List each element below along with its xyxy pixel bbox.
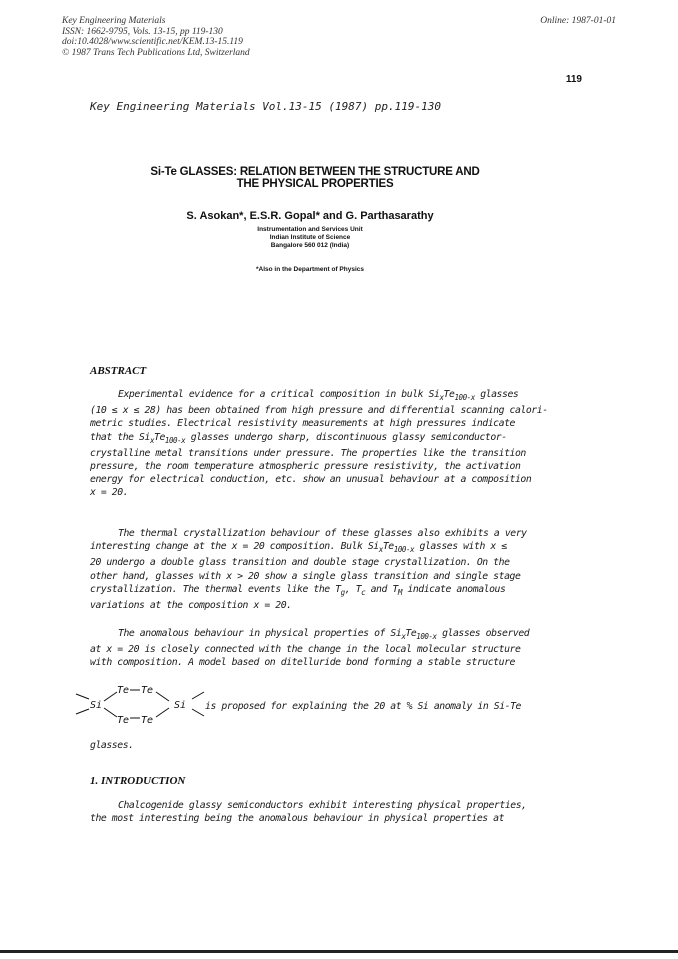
text-line: other hand, glasses with x > 20 show a single glass transition and single stage — [90, 570, 521, 582]
si-te-bond-bottom-left — [104, 708, 117, 717]
affiliation-city: Bangalore 560 012 (India) — [270, 242, 350, 249]
text-line: Chalcogenide glassy semiconductors exhibit interesting physical properties, — [118, 800, 527, 811]
meta-journal: Key Engineering Materials — [62, 16, 166, 26]
abstract-paragraph-1 — [90, 388, 570, 500]
structure-te-top-right: Te — [141, 685, 154, 696]
meta-online-date: Online: 1987-01-01 — [540, 16, 616, 26]
structure-te-bottom-left: Te — [117, 715, 130, 726]
abstract-paragraph-2 — [90, 527, 570, 612]
structure-si-left: Si — [90, 700, 103, 711]
text-line: The anomalous behaviour in physical properties of $Si_xTe_{100-x}$ glasses observed — [118, 628, 530, 641]
left-bond-top — [76, 694, 89, 699]
text-line: at x = 20 is closely connected with the change in the local molecular structure — [90, 644, 521, 656]
affiliation-institute: Indian Institute of Science — [269, 234, 351, 241]
text-line: energy for electrical conduction, etc. show an unusual behaviour at a composition — [90, 474, 532, 486]
abstract-paragraph-3 — [90, 627, 570, 670]
text-line: variations at the composition x = 20. — [90, 600, 292, 612]
introduction-paragraph — [90, 799, 570, 825]
text-line: metric studies. Electrical resistivity measurements at high pressures indicate — [90, 418, 515, 430]
te-si-bond-top-right — [156, 692, 169, 701]
structure-si-right: Si — [174, 700, 187, 711]
text-line: (10 ≤ x ≤ 28) has been obtained from high pressure and differential scanning calori- — [90, 405, 548, 417]
title-line-1: Si-Te GLASSES: RELATION BETWEEN THE STRUCTURE AND — [150, 166, 480, 178]
text-line: with composition. A model based on ditelluride bond forming a stable structure — [90, 657, 515, 669]
abstract-heading: ABSTRACT — [90, 365, 147, 377]
page-number: 119 — [565, 74, 582, 85]
text-line: pressure, the room temperature atmospheric pressure resistivity, the activation — [90, 461, 521, 473]
introduction-heading: 1. INTRODUCTION — [90, 775, 186, 787]
meta-doi: doi:10.4028/www.scientific.net/KEM.13-15.119 — [62, 37, 243, 47]
affiliation-unit: Instrumentation and Services Unit — [257, 226, 363, 233]
ditelluride-structure-diagram — [72, 684, 212, 728]
publication-metadata — [62, 16, 250, 58]
left-bond-bottom — [76, 709, 89, 714]
title-line-2: THE PHYSICAL PROPERTIES — [236, 178, 394, 190]
text-line: The thermal crystallization behaviour of these glasses also exhibits a very — [118, 528, 527, 539]
journal-line: Key Engineering Materials Vol.13-15 (1987) pp.119-130 — [90, 100, 441, 113]
text-line: that the $Si_xTe_{100-x}$ glasses undergo sharp, discontinuous glassy semiconductor- — [90, 431, 507, 445]
text-line: the most interesting being the anomalous behaviour in physical properties at — [90, 813, 505, 825]
text-line: crystalline metal transitions under pressure. The properties like the transition — [90, 447, 526, 459]
structure-caption-line: is proposed for explaining the 20 at % Si anomaly in Si-Te — [205, 701, 521, 712]
te-si-bond-bottom-right — [156, 708, 169, 717]
text-line: Experimental evidence for a critical composition in bulk $Si_xTe_{100-x}$ glasses — [118, 389, 519, 402]
authors: S. Asokan*, E.S.R. Gopal* and G. Parthasarathy — [186, 210, 434, 222]
page-bottom-rule — [0, 950, 678, 953]
text-line: x = 20. — [90, 487, 129, 499]
right-bond-top — [192, 692, 204, 699]
text-line: crystallization. The thermal events like the $T_g$, $T_c$ and $T_M$ indicate anomalous — [90, 583, 506, 597]
meta-copyright: © 1987 Trans Tech Publications Ltd, Switzerland — [62, 47, 250, 58]
meta-issn: ISSN: 1662-9795, Vols. 13-15, pp 119-130 — [62, 26, 223, 37]
abstract-closing-line: glasses. — [90, 740, 134, 751]
text-line: 20 undergo a double glass transition and double stage crystallization. On the — [90, 557, 510, 569]
paper-title — [0, 166, 630, 190]
structure-te-bottom-right: Te — [141, 715, 154, 726]
affiliation — [0, 226, 620, 250]
right-bond-bottom — [192, 709, 204, 716]
text-line: interesting change at the x = 20 composition. Bulk $Si_xTe_{100-x}$ glasses with x ≤ — [90, 541, 507, 555]
affiliation-note: *Also in the Department of Physics — [256, 266, 364, 273]
structure-te-top-left: Te — [117, 685, 130, 696]
si-te-bond-top-left — [104, 692, 117, 701]
